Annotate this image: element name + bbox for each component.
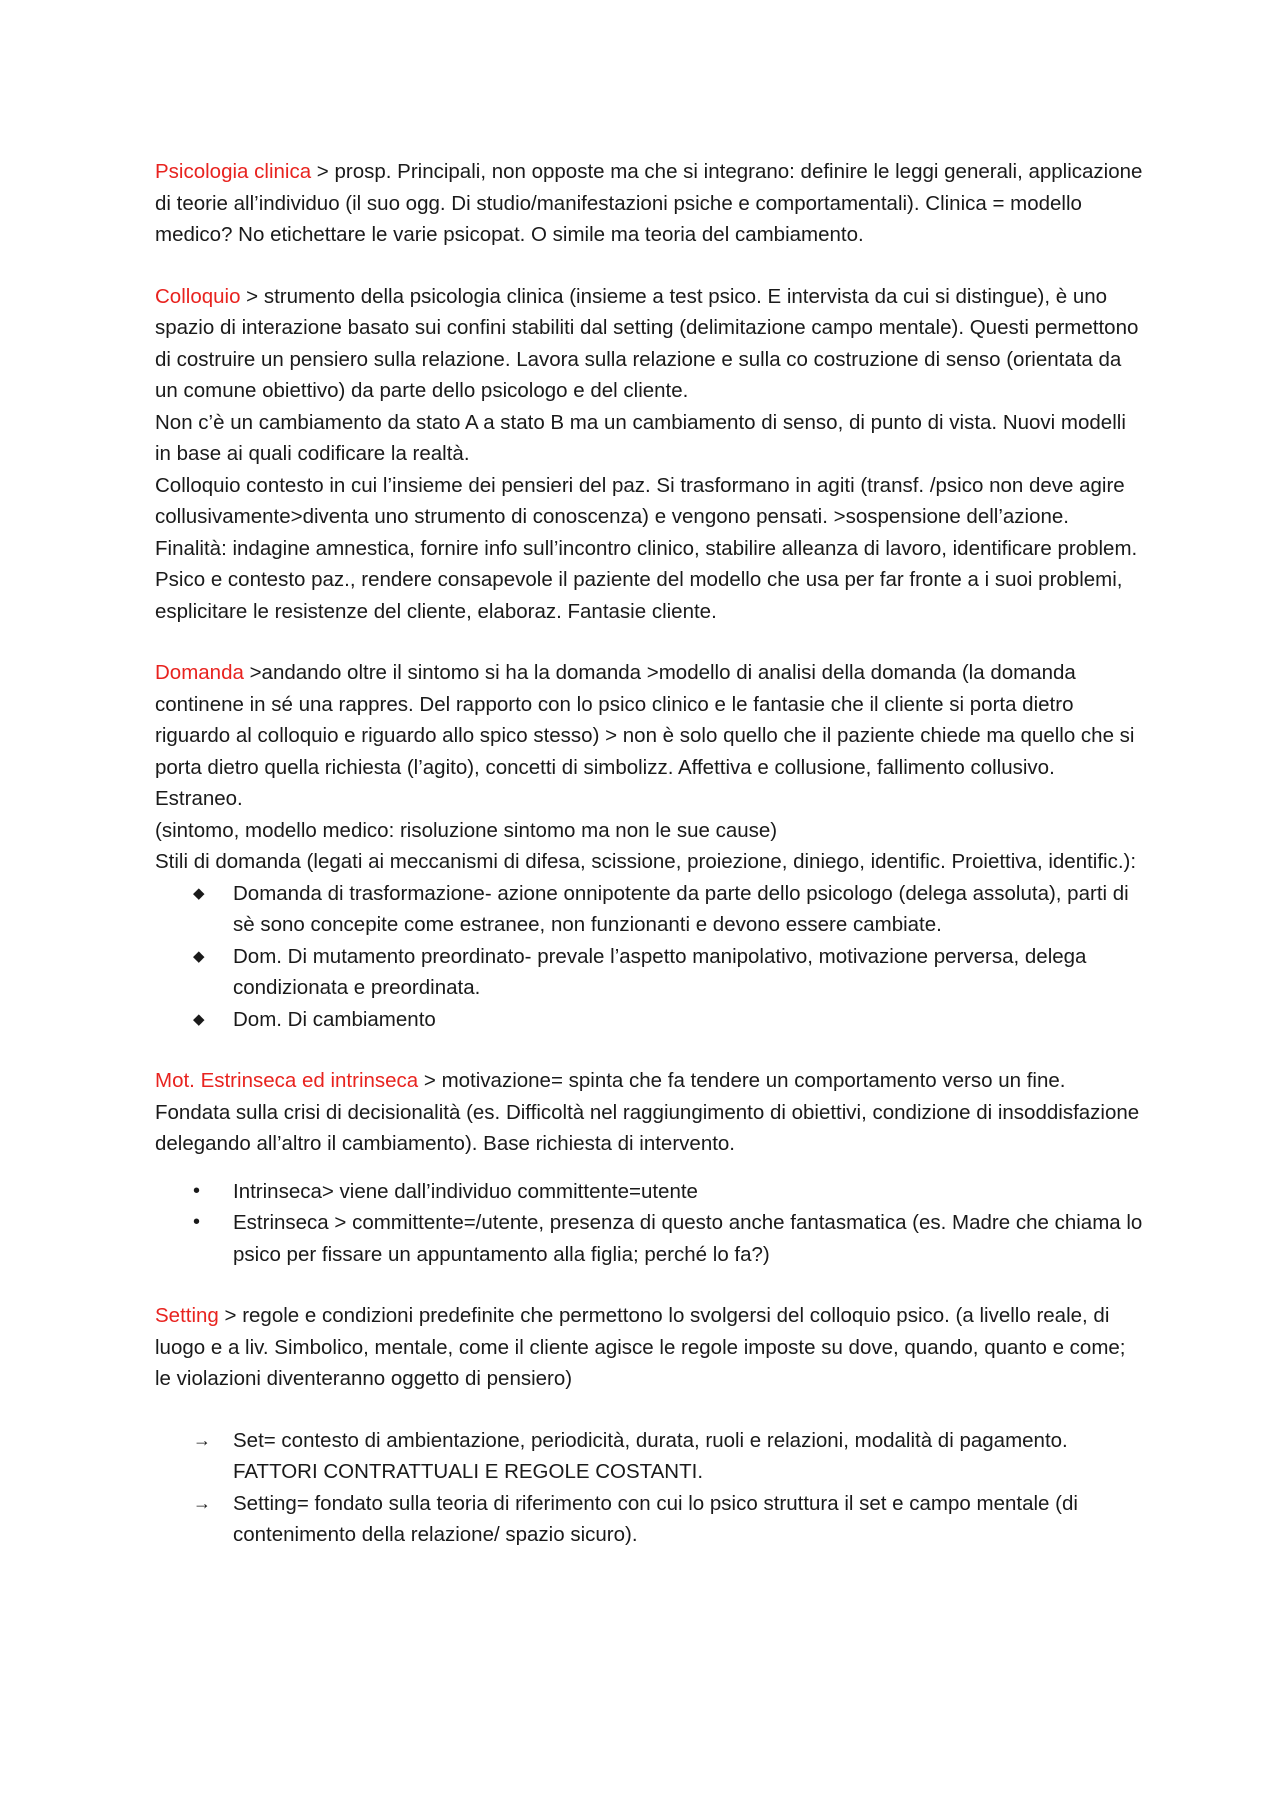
paragraph-psicologia-clinica	[155, 156, 1145, 251]
text-motivazione: > motivazione= spinta che fa tendere un comportamento verso un fine. Fondata sulla crisi di decisionalità (es. Difficoltà nel raggiungimento di obiettivi, condizione di insoddisfazione delegando all’altro il cambiamento). Base richiesta di intervento.	[155, 1069, 1140, 1155]
paragraph-motivazione	[155, 1065, 1145, 1160]
document-page	[155, 156, 1145, 1551]
diamond-bullet-icon: ◆	[193, 884, 205, 902]
list-item	[155, 1004, 1145, 1036]
list-item-text: Domanda di trasformazione- azione onnipotente da parte dello psicologo (delega assoluta), parti di sè sono concepite come estranee, non funzionanti e devono essere cambiate.	[233, 881, 1129, 936]
list-stili-domanda	[155, 878, 1145, 1036]
text-psicologia-clinica: > prosp. Principali, non opposte ma che si integrano: definire le leggi generali, applicazione di teorie all’individuo (il suo ogg. Di studio/manifestazioni psiche e comportamentali). Clinica = modello medico? No etichettare le varie psicopat. O simile ma teoria del cambiamento.	[155, 160, 1143, 246]
list-item	[155, 878, 1145, 941]
text-colloquio-4: Finalità: indagine amnestica, fornire info sull’incontro clinico, stabilire alleanza di lavoro, identificare problem. Psico e contesto paz., rendere consapevole il paziente del modello che usa per far fronte a i suoi problemi, esplicitare le resistenze del cliente, elaboraz. Fantasie cliente.	[155, 536, 1138, 623]
paragraph-colloquio	[155, 281, 1145, 407]
list-item-text: Dom. Di cambiamento	[233, 1007, 436, 1031]
list-setting	[155, 1425, 1145, 1551]
list-item	[155, 1207, 1145, 1270]
heading-setting: Setting	[155, 1304, 219, 1327]
list-item	[155, 1176, 1145, 1208]
heading-colloquio: Colloquio	[155, 284, 241, 308]
list-item-text: Setting= fondato sulla teoria di riferimento con cui lo psico struttura il set e campo mentale (di contenimento della relazione/ spazio sicuro).	[233, 1491, 1078, 1546]
dot-bullet-icon: •	[193, 1179, 201, 1202]
paragraph-setting	[155, 1300, 1145, 1395]
heading-motivazione: Mot. Estrinseca ed intrinseca	[155, 1069, 419, 1092]
list-item-text: Dom. Di mutamento preordinato- prevale l’aspetto manipolativo, motivazione perversa, delega condizionata e preordinata.	[233, 944, 1087, 999]
text-domanda-2: (sintomo, modello medico: risoluzione sintomo ma non le sue cause)	[155, 818, 778, 842]
list-item	[155, 1425, 1145, 1488]
list-item	[155, 1488, 1145, 1551]
text-colloquio-2: Non c’è un cambiamento da stato A a stato B ma un cambiamento di senso, di punto di vista. Nuovi modelli in base ai quali codificare la realtà.	[155, 410, 1126, 465]
list-item-text: Intrinseca> viene dall’individuo committente=utente	[233, 1179, 698, 1203]
paragraph-domanda	[155, 657, 1145, 815]
diamond-bullet-icon: ◆	[193, 1010, 205, 1028]
heading-psicologia-clinica: Psicologia clinica	[155, 160, 312, 183]
text-setting: > regole e condizioni predefinite che permettono lo svolgersi del colloquio psico. (a livello reale, di luogo e a liv. Simbolico, mentale, come il cliente agisce le regole imposte su dove, quando, quanto e come; le violazioni diventeranno oggetto di pensiero)	[155, 1304, 1126, 1390]
diamond-bullet-icon: ◆	[193, 947, 205, 965]
text-colloquio-1: > strumento della psicologia clinica (insieme a test psico. E intervista da cui si distingue), è uno spazio di interazione basato sui confini stabiliti dal setting (delimitazione campo mentale). Questi permettono di costruire un pensiero sulla relazione. Lavora sulla relazione e sulla co costruzione di senso (orientata da un comune obiettivo) da parte dello psicologo e del cliente.	[155, 284, 1139, 402]
list-item	[155, 941, 1145, 1004]
list-item-text: Set= contesto di ambientazione, periodicità, durata, ruoli e relazioni, modalità di pagamento. FATTORI CONTRATTUALI E REGOLE COSTANTI.	[233, 1428, 1068, 1483]
list-motivazione	[155, 1176, 1145, 1271]
text-domanda-1: >andando oltre il sintomo si ha la domanda >modello di analisi della domanda (la domanda continene in sé una rappres. Del rapporto con lo psico clinico e le fantasie che il cliente si porta dietro riguardo al colloquio e riguardo allo spico stesso) > non è solo quello che il paziente chiede ma quello che si porta dietro quella richiesta (l’agito), concetti di simbolizz. Affettiva e collusione, fallimento collusivo. Estraneo.	[155, 661, 1135, 810]
list-item-text: Estrinseca > committente=/utente, presenza di questo anche fantasmatica (es. Madre che chiama lo psico per fissare un appuntamento alla figlia; perché lo fa?)	[233, 1211, 1143, 1266]
dot-bullet-icon: •	[193, 1211, 201, 1233]
text-colloquio-3: Colloquio contesto in cui l’insieme dei pensieri del paz. Si trasformano in agiti (transf. /psico non deve agire collusivamente>diventa uno strumento di conoscenza) e vengono pensati. >sospensione dell’azione.	[155, 473, 1125, 528]
text-domanda-3: Stili di domanda (legati ai meccanismi di difesa, scissione, proiezione, diniego, identific. Proiettiva, identific.):	[155, 850, 1137, 873]
arrow-bullet-icon: →	[193, 1492, 211, 1513]
arrow-bullet-icon: →	[193, 1429, 211, 1450]
heading-domanda: Domanda	[155, 661, 244, 684]
